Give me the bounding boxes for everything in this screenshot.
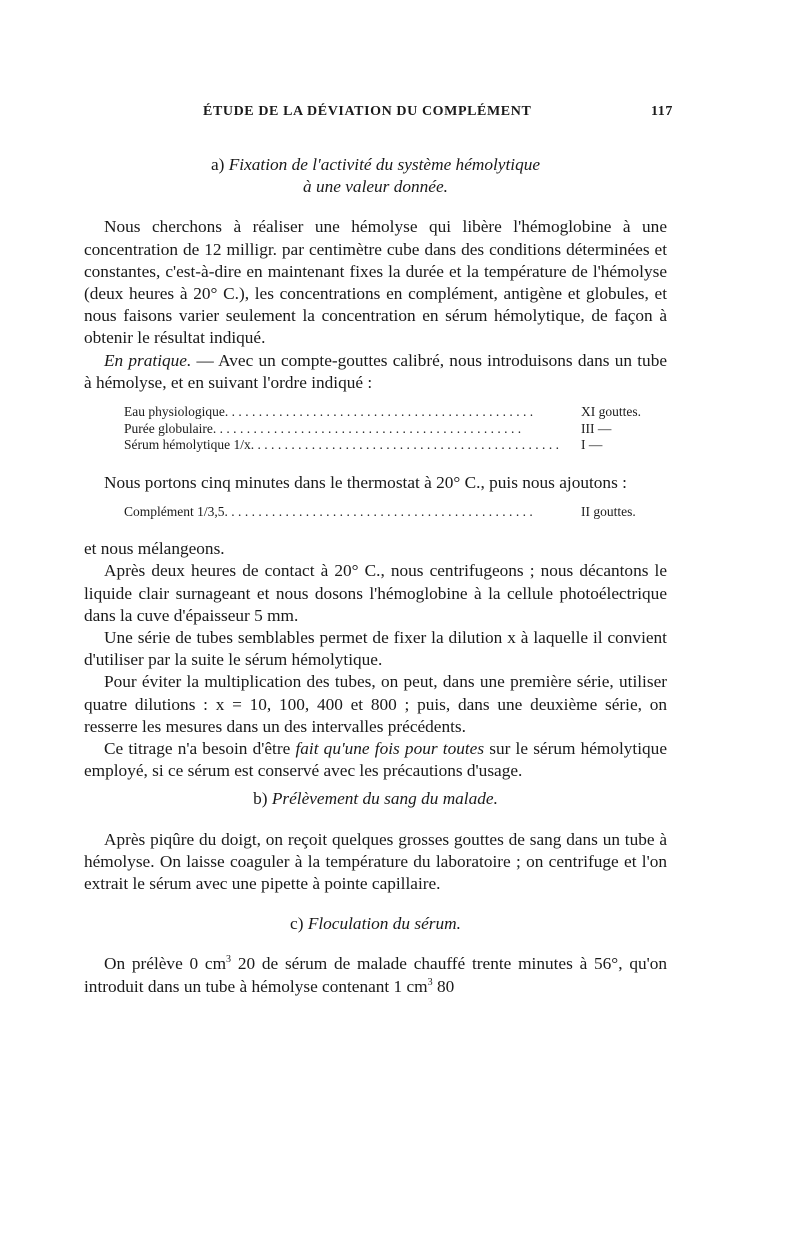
section-c-title: Floculation du sérum. [307,914,461,934]
list-item-label: Eau physiologique [124,404,225,420]
list-item-value: I — [581,437,603,453]
paragraph-7-italic: fait qu'une fois pour toutes [295,739,485,759]
section-a-heading [84,154,667,198]
paragraph-5: Une série de tubes semblables permet de fixer la dilution x à laquelle il convient d'utiliser par la suite le sérum hémolytique. [84,628,667,670]
section-b-heading [84,788,667,810]
paragraph-c [84,953,667,997]
page-body [84,154,667,998]
paragraph-6: Pour éviter la multiplication des tubes, on peut, dans une première série, utiliser quatre dilutions : x = 10, 100, 400 et 800 ; puis, dans une deuxième série, on resserre les mesures dans un des intervalles précédents. [84,672,667,736]
leader-dots: .............................................. [250,437,563,453]
paragraph-2: Nous portons cinq minutes dans le thermostat à 20° C., puis nous ajoutons : [104,472,627,492]
paragraph-c-end: 80 [432,976,455,996]
section-c-heading [84,913,667,935]
running-title: ÉTUDE DE LA DÉVIATION DU COMPLÉMENT [203,104,532,119]
list-item-label: Sérum hémolytique 1/x [124,437,251,453]
list-item-value: III — [581,420,612,436]
section-a-title-line2: à une valeur donnée. [303,177,448,197]
leader-dots: .............................................. [224,503,537,519]
section-c-letter: c) [290,914,304,934]
complement-list [84,504,667,521]
paragraph-7 [84,738,667,782]
paragraph-3: et nous mélangeons. [84,539,225,559]
section-a-letter: a) [210,155,225,174]
list-item [124,421,667,438]
list-item-value: II gouttes. [581,503,636,519]
paragraph-c-mid: 20 de sérum de malade chauffé trente minutes à 56°, qu'on introduit dans un tube à hémolyse contenant 1 cm [84,954,667,996]
page-number: 117 [650,104,673,119]
ingredient-list [84,404,667,454]
list-item [124,437,667,454]
section-b-title: Prélèvement du sang du malade. [271,789,498,809]
list-item-label: Complément 1/3,5 [124,503,225,519]
paragraph-4: Après deux heures de contact à 20° C., nous centrifugeons ; nous décantons le liquide clair surnageant et nous dosons l'hémoglobine à la cellule photoélectrique dans la cuve d'épaisseur 5 mm. [84,561,667,625]
list-item [124,404,667,421]
paragraph-1: Nous cherchons à réaliser une hémolyse qui libère l'hémoglobine à une concentration de 12 milligr. par centimètre cube dans des conditions déterminées et constantes, c'est-à-dire en maintenant fixes la durée et la température de l'hémolyse (deux heures à 20° C.), les concentrations en complément, antigène et globules, et nous faisons varier seulement la concentration en sérum hémolytique, de façon à obtenir le résultat indiqué. [84,217,667,348]
list-item [124,504,667,521]
superscript-3: 3 [226,954,232,966]
leader-dots: .............................................. [224,404,537,420]
paragraph-7-start: Ce titrage n'a besoin d'être [104,739,291,759]
leader-dots: .............................................. [212,420,525,436]
paragraph-7-end: sur le sérum hémolytique employé, si ce sérum est conservé avec les précautions d'usage. [84,739,667,781]
paragraph-c-start: On prélève 0 cm [104,954,227,974]
superscript-3: 3 [427,976,433,988]
section-a-title-line1: Fixation de l'activité du système hémolytique [228,155,541,174]
list-item-value: XI gouttes. [581,404,641,420]
paragraph-b: Après piqûre du doigt, on reçoit quelques grosses gouttes de sang dans un tube à hémolyse. On laisse coaguler à la température du laboratoire ; on centrifuge et l'on extrait le sérum avec une pipette à pointe capillaire. [84,829,667,894]
paragraph-pratique [84,350,667,394]
pratique-text: — Avec un compte-gouttes calibré, nous introduisons dans un tube à hémolyse, et en suivant l'ordre indiqué : [84,350,668,392]
section-b-letter: b) [253,789,268,809]
pratique-label: En pratique. [104,350,192,370]
list-item-label: Purée globulaire [124,420,213,436]
